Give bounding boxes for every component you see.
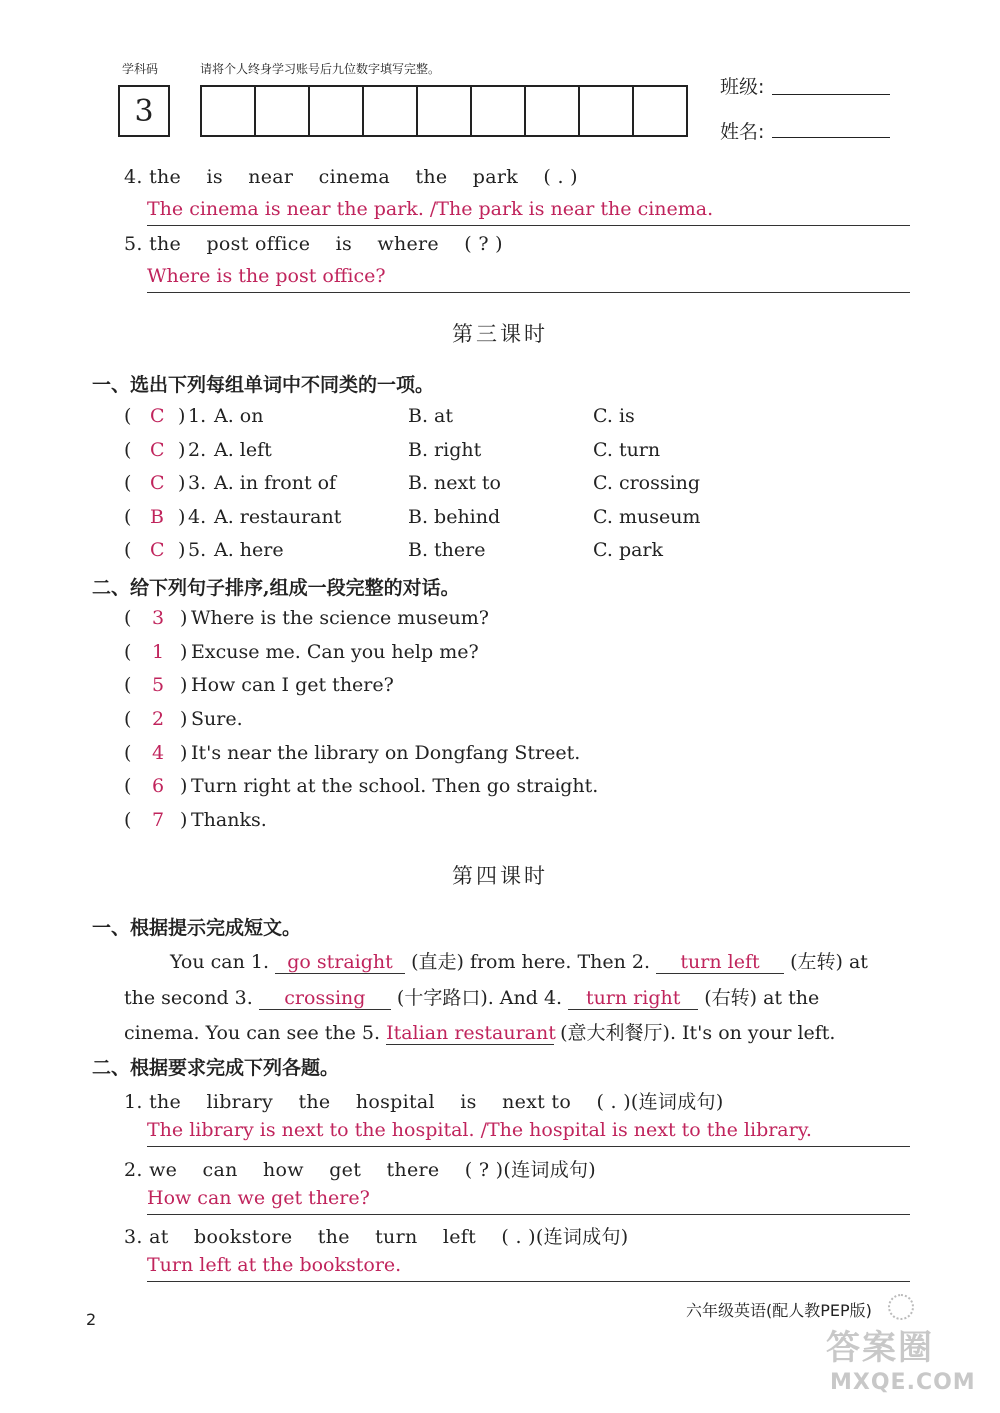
blank-3[interactable]: crossing — [259, 987, 391, 1010]
order-sentence: Thanks. — [191, 809, 267, 831]
answer-line-1: The library is next to the hospital. /The hospital is next to the library. — [147, 1119, 910, 1147]
choice-option-c: C. crossing — [593, 472, 701, 494]
choice-option-a: A. on — [214, 405, 264, 427]
order-answer: 6 — [152, 775, 165, 797]
choice-option-a: A. here — [214, 539, 284, 561]
digit-cell[interactable] — [310, 87, 364, 135]
order-row: ( 7 ) Thanks. — [124, 809, 267, 831]
choice-number: 1. — [188, 405, 207, 427]
passage-text: (直走) from here. Then 2. — [411, 951, 650, 973]
question-2: 2. we can how get there ( ? )(连词成句) — [124, 1159, 597, 1181]
order-sentence: Turn right at the school. Then go straight. — [191, 775, 599, 797]
order-row: ( 6 ) Turn right at the school. Then go straight. — [124, 775, 599, 797]
lesson-4-section-1-title: 一、根据提示完成短文。 — [92, 917, 302, 939]
passage-line-2 — [124, 983, 819, 1010]
lesson-3-section-1-title: 一、选出下列每组单词中不同类的一项。 — [92, 374, 435, 396]
answer-line-2: How can we get there? — [147, 1187, 910, 1215]
question-4: 4. the is near cinema the park ( . ) — [124, 166, 578, 188]
blank-5[interactable]: Italian restaurant — [386, 1022, 556, 1044]
order-row: ( 5 ) How can I get there? — [124, 674, 394, 696]
badge-icon — [888, 1294, 914, 1320]
order-row: ( 4 ) It's near the library on Dongfang Street. — [124, 742, 581, 764]
name-label: 姓名: — [720, 121, 765, 143]
passage-line-3 — [124, 1018, 835, 1045]
digit-cell[interactable] — [364, 87, 418, 135]
choice-answer: C — [150, 539, 165, 561]
order-row: ( 1 ) Excuse me. Can you help me? — [124, 641, 479, 663]
digit-cell[interactable] — [634, 87, 686, 135]
choice-number: 4. — [188, 506, 207, 528]
answer-line-5: Where is the post office? — [147, 265, 910, 293]
choice-option-b: B. at — [408, 405, 454, 427]
passage-text: (意大利餐厅). It's on your left. — [560, 1022, 836, 1044]
class-label: 班级: — [720, 76, 765, 98]
choice-answer: B — [150, 506, 164, 528]
digit-cell[interactable] — [472, 87, 526, 135]
digit-cell[interactable] — [202, 87, 256, 135]
choice-number: 5. — [188, 539, 207, 561]
passage-text: You can 1. — [170, 951, 269, 973]
digit-cell[interactable] — [580, 87, 634, 135]
question-3: 3. at bookstore the turn left ( . )(连词成句) — [124, 1226, 629, 1248]
order-sentence: Excuse me. Can you help me? — [191, 641, 479, 663]
answer-line-4: The cinema is near the park. /The park is near the cinema. — [147, 198, 910, 226]
order-sentence: It's near the library on Dongfang Street. — [191, 742, 581, 764]
lesson-4-title: 第四课时 — [452, 864, 548, 888]
choice-option-a: A. left — [214, 439, 272, 461]
passage-line-1 — [170, 947, 868, 974]
digit-cell[interactable] — [526, 87, 580, 135]
account-digit-boxes[interactable] — [200, 85, 688, 137]
passage-text: (右转) at the — [704, 987, 820, 1009]
choice-option-a: A. restaurant — [214, 506, 342, 528]
choice-answer: C — [150, 405, 165, 427]
choice-number: 2. — [188, 439, 207, 461]
blank-1[interactable]: go straight — [275, 951, 405, 974]
question-1: 1. the library the hospital is next to ( . )(连词成句) — [124, 1091, 724, 1113]
choice-option-c: C. turn — [593, 439, 661, 461]
passage-text: cinema. You can see the 5. — [124, 1022, 381, 1044]
order-answer: 4 — [152, 742, 165, 764]
order-answer: 1 — [152, 641, 165, 663]
choice-option-b: B. next to — [408, 472, 501, 494]
choice-option-a: A. in front of — [214, 472, 337, 494]
digit-cell[interactable] — [418, 87, 472, 135]
order-row: ( 2 ) Sure. — [124, 708, 243, 730]
book-title: 六年级英语(配人教PEP版) — [686, 1301, 872, 1320]
choice-number: 3. — [188, 472, 207, 494]
choice-row: ( C ) 1. A. on B. at C. is — [124, 405, 635, 427]
choice-option-b: B. right — [408, 439, 482, 461]
lesson-3-section-2-title: 二、给下列句子排序,组成一段完整的对话。 — [92, 577, 460, 599]
choice-option-c: C. is — [593, 405, 635, 427]
subject-code-box: 3 — [118, 85, 170, 137]
order-answer: 5 — [152, 674, 165, 696]
lesson-3-title: 第三课时 — [452, 322, 548, 346]
order-answer: 7 — [152, 809, 165, 831]
passage-text: (十字路口). And 4. — [396, 987, 563, 1009]
passage-text: (左转) at — [790, 951, 868, 973]
choice-row: ( C ) 5. A. here B. there C. park — [124, 539, 664, 561]
choice-option-c: C. museum — [593, 506, 701, 528]
order-sentence: Sure. — [191, 708, 243, 730]
choice-row: ( B ) 4. A. restaurant B. behind C. museum — [124, 506, 701, 528]
order-row: ( 3 ) Where is the science museum? — [124, 607, 489, 629]
choice-option-c: C. park — [593, 539, 664, 561]
digit-cell[interactable] — [256, 87, 310, 135]
choice-row: ( C ) 2. A. left B. right C. turn — [124, 439, 661, 461]
name-field[interactable] — [772, 137, 890, 138]
blank-2[interactable]: turn left — [656, 951, 784, 974]
order-sentence: Where is the science museum? — [191, 607, 489, 629]
class-field[interactable] — [772, 94, 890, 95]
question-5: 5. the post office is where ( ? ) — [124, 233, 503, 255]
order-answer: 2 — [152, 708, 165, 730]
choice-answer: C — [150, 472, 165, 494]
watermark-logo: 答案圈 — [826, 1328, 934, 1368]
answer-line-3: Turn left at the bookstore. — [147, 1254, 910, 1282]
choice-answer: C — [150, 439, 165, 461]
order-sentence: How can I get there? — [191, 674, 394, 696]
watermark-url: MXQE.COM — [830, 1370, 976, 1395]
subject-code-label: 学科码 — [122, 62, 159, 76]
blank-4[interactable]: turn right — [568, 987, 698, 1010]
account-instruction: 请将个人终身学习账号后九位数字填写完整。 — [200, 62, 441, 76]
choice-option-b: B. there — [408, 539, 486, 561]
passage-text: the second 3. — [124, 987, 253, 1009]
lesson-4-section-2-title: 二、根据要求完成下列各题。 — [92, 1057, 340, 1079]
choice-option-b: B. behind — [408, 506, 501, 528]
page-number: 2 — [86, 1310, 97, 1329]
order-answer: 3 — [152, 607, 165, 629]
choice-row: ( C ) 3. A. in front of B. next to C. crossing — [124, 472, 701, 494]
